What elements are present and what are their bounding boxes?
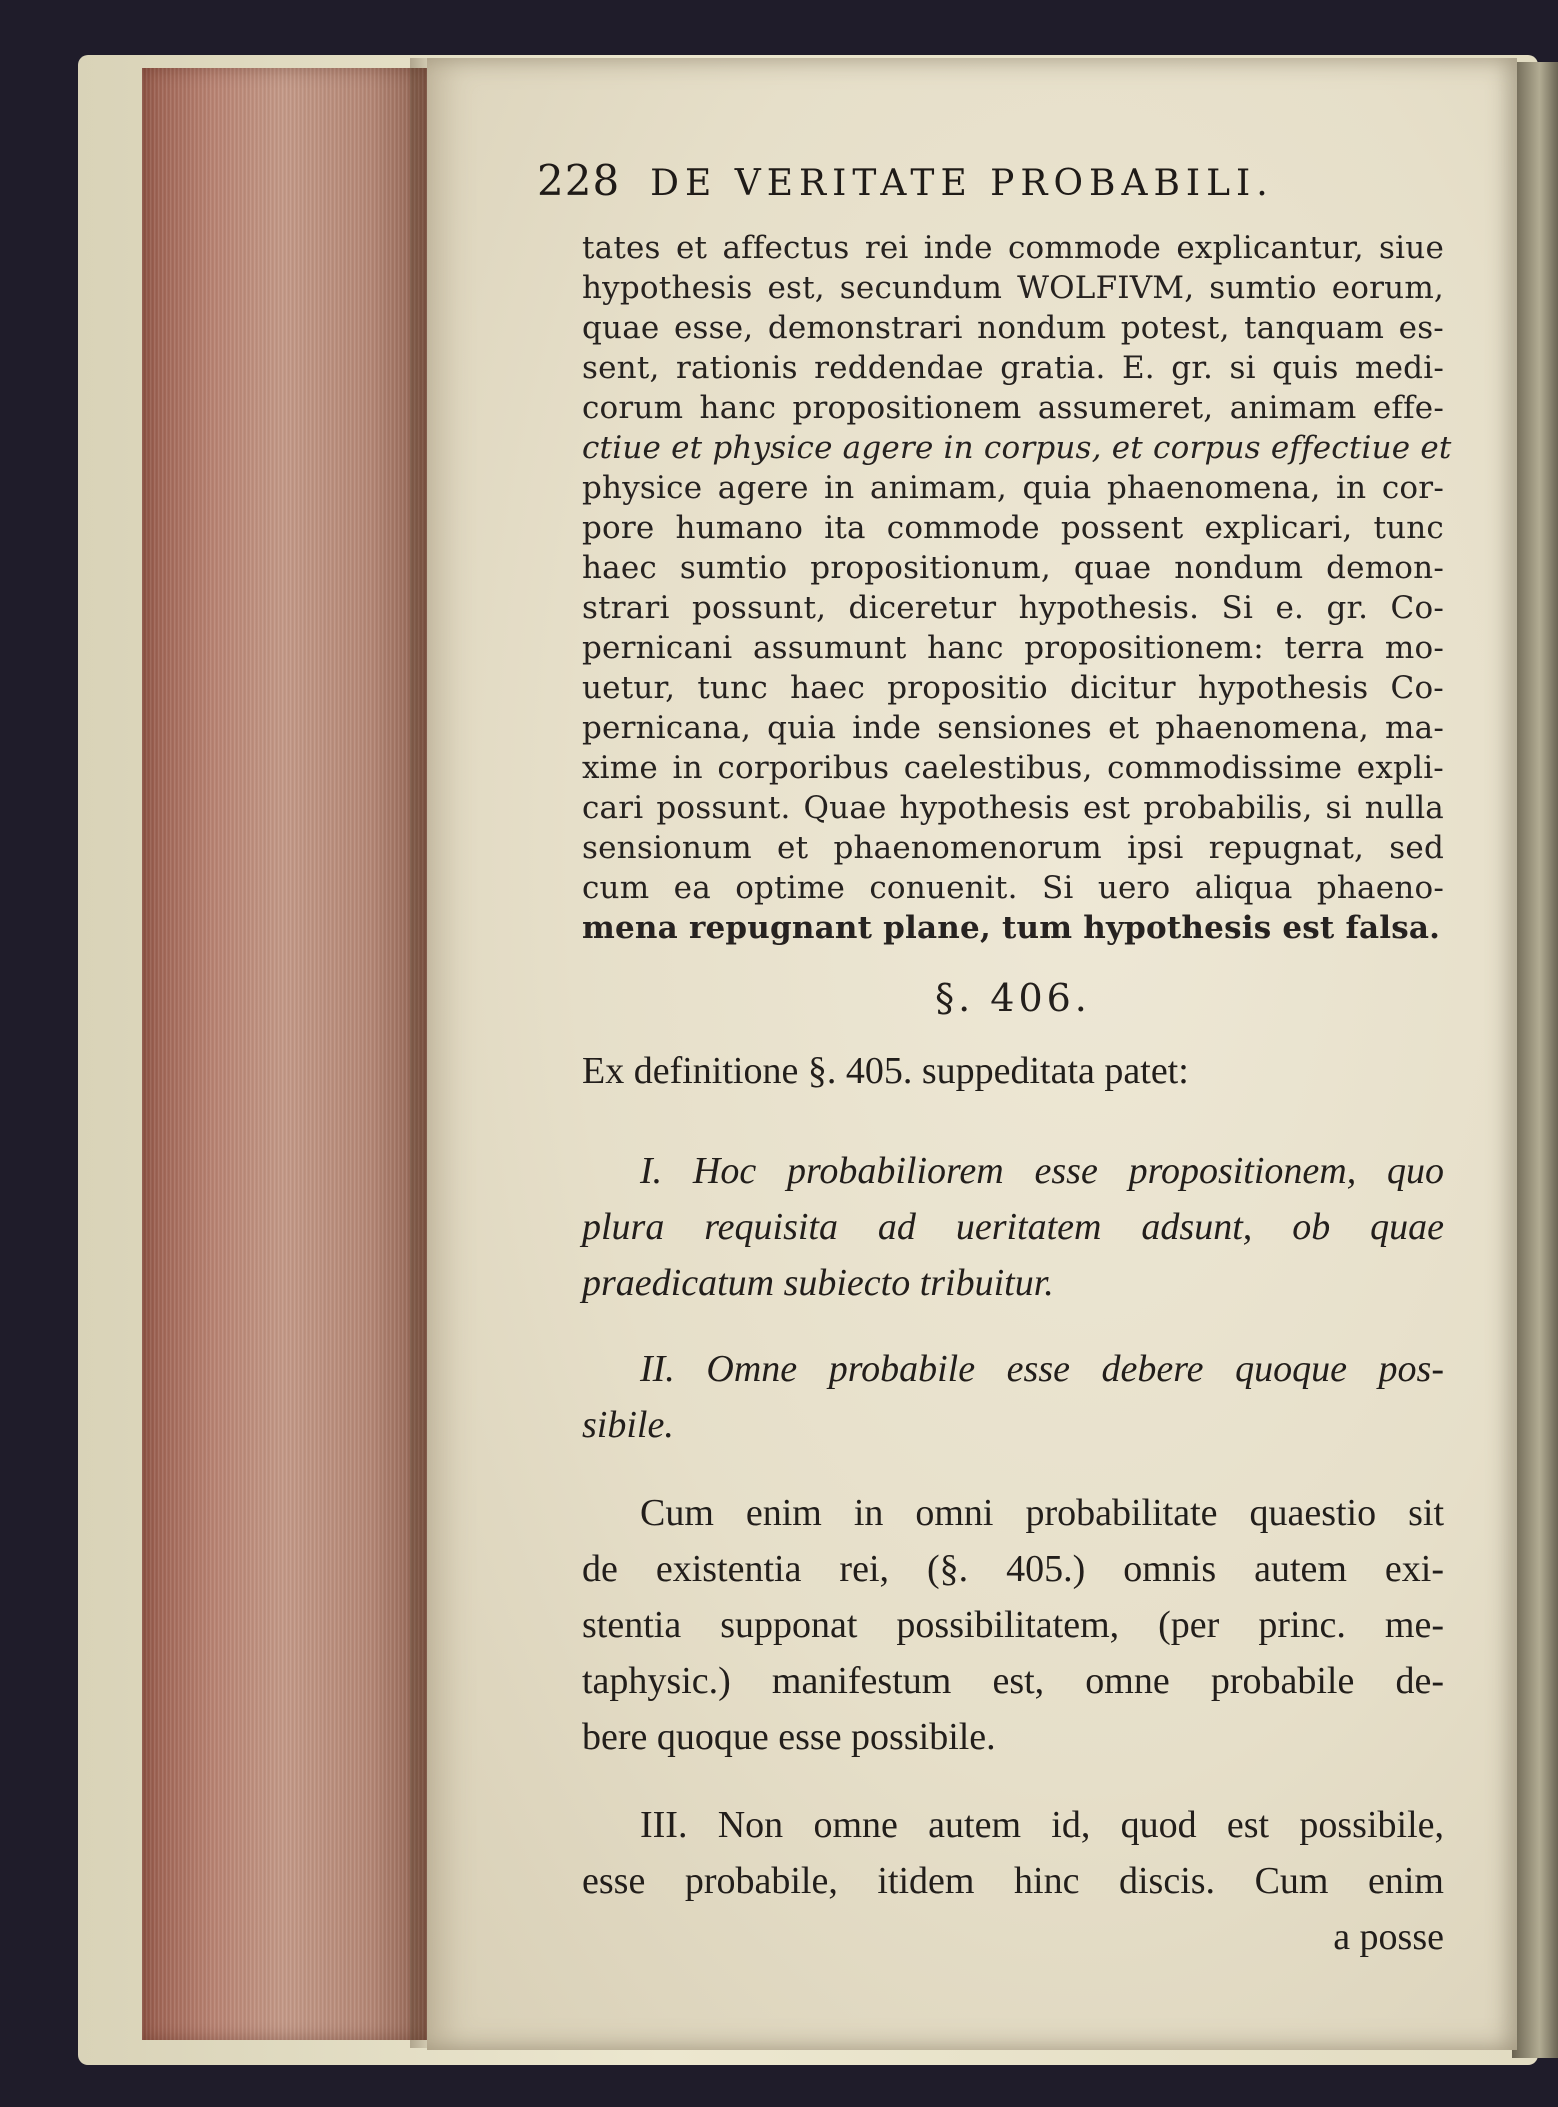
- proof-line: taphysic.) manifestum est, omne probabile de-: [582, 1660, 1444, 1702]
- cover-edge-right: [1512, 62, 1558, 2058]
- text-line: tates et affectus rei inde commode explicantur, siue: [582, 230, 1444, 266]
- text-line: hypothesis est, secundum WOLFIVM, sumtio eorum,: [582, 270, 1444, 306]
- running-header: [537, 156, 1407, 205]
- text-line: pernicani assumunt hanc propositionem: terra mo-: [582, 630, 1444, 666]
- item-1-line: praedicatum subiecto tribuitur.: [582, 1262, 1054, 1304]
- text-line: ctiue et physice agere in corpus, et corpus effectiue et: [582, 430, 1452, 466]
- item-3-line: III. Non omne autem id, quod est possibile,: [640, 1804, 1444, 1846]
- text-line: pore humano ita commode possent explicari, tunc: [582, 510, 1444, 546]
- running-title: DE VERITATE PROBABILI.: [650, 163, 1274, 204]
- item-2-line: II. Omne probabile esse debere quoque pos-: [640, 1348, 1444, 1390]
- catchword: a posse: [1333, 1916, 1444, 1958]
- section-heading: §. 406.: [935, 976, 1091, 1020]
- text-line: physice agere in animam, quia phaenomena, in cor-: [582, 470, 1444, 506]
- text-line: uetur, tunc haec propositio dicitur hypothesis Co-: [582, 670, 1444, 706]
- text-line: haec sumtio propositionum, quae nondum demon-: [582, 550, 1444, 586]
- text-line: strari possunt, diceretur hypothesis. Si e. gr. Co-: [582, 590, 1444, 626]
- proof-line: bere quoque esse possibile.: [582, 1716, 996, 1758]
- text-line: sent, rationis reddendae gratia. E. gr. si quis medi-: [582, 350, 1444, 386]
- text-line: sensionum et phaenomenorum ipsi repugnat, sed: [582, 830, 1444, 866]
- page-number: 228: [537, 156, 621, 205]
- text-line: cum ea optime conuenit. Si uero aliqua phaeno-: [582, 870, 1444, 906]
- text-line: pernicana, quia inde sensiones et phaenomena, ma-: [582, 710, 1444, 746]
- proof-line: de existentia rei, (§. 405.) omnis autem exi-: [582, 1548, 1444, 1590]
- proof-line: Cum enim in omni probabilitate quaestio sit: [640, 1492, 1444, 1534]
- item-3-line: esse probabile, itidem hinc discis. Cum enim: [582, 1860, 1444, 1902]
- page-fore-edge: [142, 68, 427, 2040]
- text-line: quae esse, demonstrari nondum potest, tanquam es-: [582, 310, 1444, 346]
- text-line: corum hanc propositionem assumeret, animam effe-: [582, 390, 1444, 426]
- printed-page: [427, 58, 1517, 2050]
- text-line: mena repugnant plane, tum hypothesis est falsa.: [582, 910, 1441, 946]
- intro-line: Ex definitione §. 405. suppeditata patet:: [582, 1050, 1189, 1092]
- proof-line: stentia supponat possibilitatem, (per princ. me-: [582, 1604, 1444, 1646]
- text-line: xime in corporibus caelestibus, commodissime expli-: [582, 750, 1444, 786]
- item-1-line: plura requisita ad ueritatem adsunt, ob quae: [582, 1206, 1444, 1248]
- item-2-line: sibile.: [582, 1404, 674, 1446]
- text-line: cari possunt. Quae hypothesis est probabilis, si nulla: [582, 790, 1444, 826]
- item-1-line: I. Hoc probabiliorem esse propositionem, quo: [640, 1150, 1444, 1192]
